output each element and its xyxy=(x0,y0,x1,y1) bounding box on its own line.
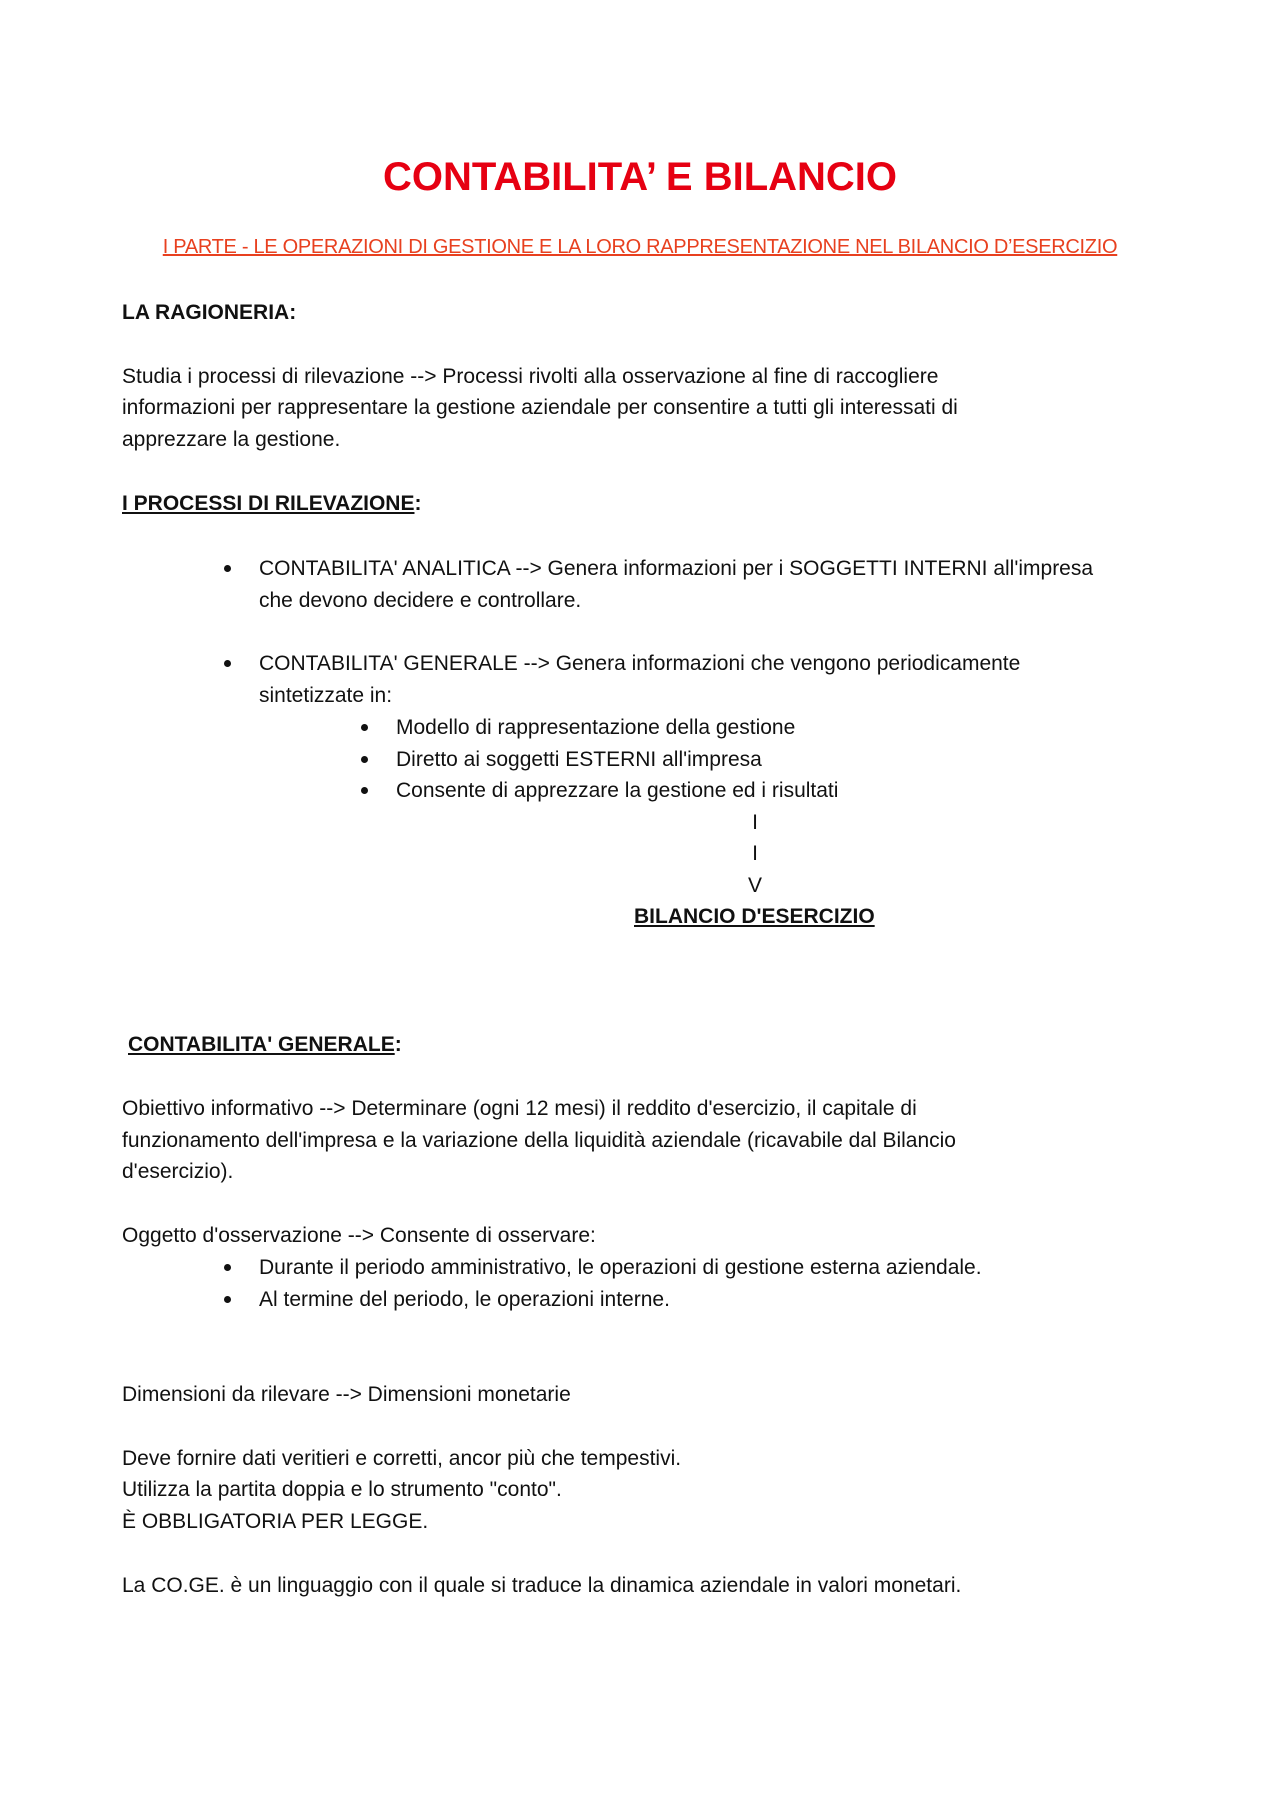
generale-heading-text: CONTABILITA' GENERALE xyxy=(128,1033,395,1056)
document-subtitle: I PARTE - LE OPERAZIONI DI GESTIONE E LA LORO RAPPRESENTAZIONE NEL BILANCIO D’ESERCIZIO xyxy=(162,236,1118,258)
processi-heading-colon: : xyxy=(414,492,422,515)
arrow-head: V xyxy=(747,874,762,897)
arrow-shaft-2: I xyxy=(752,842,758,865)
oggetto-line: Oggetto d'osservazione --> Consente di osservare: xyxy=(122,1224,596,1247)
analitica-line-1: CONTABILITA' ANALITICA --> Genera informazioni per i SOGGETTI INTERNI all'impresa xyxy=(259,557,1094,580)
sub-item-3: Consente di apprezzare la gestione ed i risultati xyxy=(396,779,839,802)
oggetto-item-2: Al termine del periodo, le operazioni interne. xyxy=(259,1288,670,1311)
coge-line: La CO.GE. è un linguaggio con il quale si traduce la dinamica aziendale in valori monetari. xyxy=(122,1574,962,1597)
arrow-shaft-1: I xyxy=(752,811,758,834)
bullet-icon xyxy=(361,756,368,763)
bullet-icon xyxy=(224,660,231,667)
bullet-icon xyxy=(224,1264,231,1271)
ragioneria-heading: LA RAGIONERIA: xyxy=(122,301,297,324)
document-title: CONTABILITA’ E BILANCIO xyxy=(382,155,898,199)
ragioneria-line-2: informazioni per rappresentare la gestione aziendale per consentire a tutti gli interessati di xyxy=(122,396,958,419)
generale-heading-colon: : xyxy=(394,1033,402,1056)
ragioneria-line-1: Studia i processi di rilevazione --> Processi rivolti alla osservazione al fine di raccogliere xyxy=(122,365,939,388)
bullet-icon xyxy=(361,724,368,731)
generale-heading xyxy=(128,1029,402,1060)
caratteristiche-line-1: Deve fornire dati veritieri e corretti, ancor più che tempestivi. xyxy=(122,1447,682,1470)
generale-line-2: sintetizzate in: xyxy=(259,684,393,707)
analitica-line-2: che devono decidere e controllare. xyxy=(259,589,582,612)
obiettivo-line-3: d'esercizio). xyxy=(122,1160,234,1183)
sub-item-2: Diretto ai soggetti ESTERNI all'impresa xyxy=(396,748,762,771)
bullet-icon xyxy=(361,787,368,794)
generale-line-1: CONTABILITA' GENERALE --> Genera informazioni che vengono periodicamente xyxy=(259,652,1021,675)
bullet-icon xyxy=(224,565,231,572)
processi-heading-text: I PROCESSI DI RILEVAZIONE xyxy=(122,492,415,515)
ragioneria-line-3: apprezzare la gestione. xyxy=(122,428,341,451)
sub-item-1: Modello di rappresentazione della gestione xyxy=(396,716,796,739)
obiettivo-line-2: funzionamento dell'impresa e la variazione della liquidità aziendale (ricavabile dal Bilancio xyxy=(122,1129,956,1152)
caratteristiche-line-2: Utilizza la partita doppia e lo strumento "conto". xyxy=(122,1478,562,1501)
oggetto-item-1: Durante il periodo amministrativo, le operazioni di gestione esterna aziendale. xyxy=(259,1256,982,1279)
processi-heading xyxy=(122,488,421,519)
dimensioni-line: Dimensioni da rilevare --> Dimensioni monetarie xyxy=(122,1383,571,1406)
caratteristiche-line-3: È OBBLIGATORIA PER LEGGE. xyxy=(122,1510,429,1533)
obiettivo-line-1: Obiettivo informativo --> Determinare (ogni 12 mesi) il reddito d'esercizio, il capitale di xyxy=(122,1097,917,1120)
bullet-icon xyxy=(224,1296,231,1303)
bilancio-label: BILANCIO D'ESERCIZIO xyxy=(634,905,875,928)
